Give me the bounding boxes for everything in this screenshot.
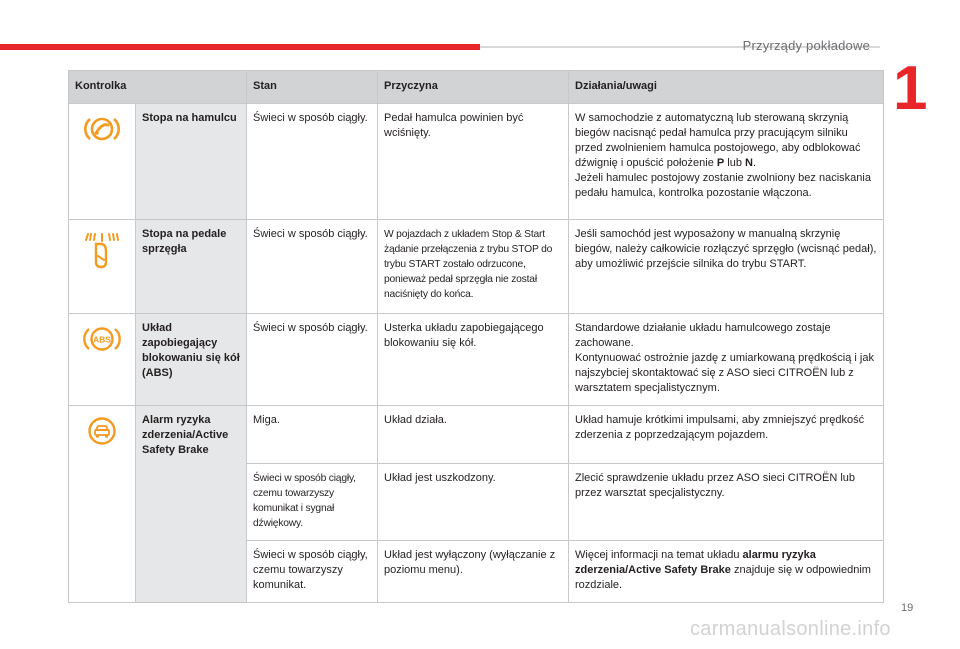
cause-cell: Układ działa. — [378, 406, 569, 464]
state-cell: Miga. — [247, 406, 378, 464]
indicator-name: Układ zapobiegający blokowaniu się kół (ABS) — [136, 314, 247, 406]
table-row — [69, 220, 884, 314]
table-row — [69, 104, 884, 220]
system-name: alarmu ryzyka zderzenia/Active Safety Brake — [575, 549, 816, 576]
table-header-row — [69, 71, 884, 104]
cause-cell: W pojazdach z układem Stop & Start żądanie przełączenia z trybu STOP do trybu START zostało odrzucone, ponieważ pedał sprzęgła nie został naciśnięty do końca. — [378, 220, 569, 314]
state-cell: Świeci w sposób ciągły. — [247, 104, 378, 220]
indicator-name: Alarm ryzyka zderzenia/Active Safety Brake — [136, 406, 247, 603]
collision-risk-icon — [87, 416, 117, 451]
state-cell: Świeci w sposób ciągły, czemu towarzyszy komunikat. — [247, 541, 378, 603]
action-cell — [569, 104, 884, 220]
cause-cell: Pedał hamulca powinien być wciśnięty. — [378, 104, 569, 220]
svg-text:ABS: ABS — [93, 334, 111, 345]
action-cell: Jeśli samochód jest wyposażony w manualną skrzynię biegów, należy całkowicie rozłączyć sprzęgło (wcisnąć pedał), aby umożliwić przejście silnika do trybu START. — [569, 220, 884, 314]
action-text: znajduje się w odpowiednim rozdziale. — [575, 564, 871, 591]
cause-cell: Układ jest wyłączony (wyłączanie z poziomu menu). — [378, 541, 569, 603]
indicator-name: Stopa na pedale sprzęgła — [136, 220, 247, 314]
action-cell: Zlecić sprawdzenie układu przez ASO sieci CITROËN lub przez warsztat specjalistyczny. — [569, 464, 884, 541]
warning-lights-table — [68, 70, 884, 603]
indicator-icon-cell — [69, 406, 136, 603]
indicator-name: Stopa na hamulcu — [136, 104, 247, 220]
column-header-cause: Przyczyna — [378, 71, 569, 104]
clutch-foot-icon — [82, 230, 122, 275]
action-text-note: Jeżeli hamulec postojowy zostanie zwolniony bez naciskania pedału hamulca, kontrolka pozostanie włączona. — [575, 172, 871, 199]
column-header-indicator: Kontrolka — [69, 71, 247, 104]
chapter-number: 1 — [893, 54, 928, 123]
state-cell: Świeci w sposób ciągły, czemu towarzyszy komunikat i sygnał dźwiękowy. — [247, 464, 378, 541]
action-cell: Układ hamuje krótkimi impulsami, aby zmniejszyć prędkość zderzenia z poprzedzającym pojazdem. — [569, 406, 884, 464]
abs-icon — [82, 324, 122, 359]
state-cell: Świeci w sposób ciągły. — [247, 220, 378, 314]
cause-cell: Układ jest uszkodzony. — [378, 464, 569, 541]
gear-position-n: N — [745, 157, 753, 169]
indicator-icon-cell — [69, 220, 136, 314]
state-cell: Świeci w sposób ciągły. — [247, 314, 378, 406]
indicator-icon-cell — [69, 314, 136, 406]
section-title: Przyrządy pokładowe — [742, 38, 870, 53]
action-cell — [569, 314, 884, 406]
column-header-action: Działania/uwagi — [569, 71, 884, 104]
action-text: Więcej informacji na temat układu — [575, 549, 743, 561]
action-text: Kontynuować ostrożnie jazdę z umiarkowaną prędkością i jak najszybciej skontaktować się z ASO sieci CITROËN lub z warsztatem specjalistycznym. — [575, 352, 874, 394]
page-number: 19 — [901, 602, 914, 614]
action-text: Standardowe działanie układu hamulcowego zostaje zachowane. — [575, 322, 831, 349]
table-row — [69, 406, 884, 464]
gear-position-p: P — [716, 157, 725, 169]
action-text-or: lub — [724, 157, 746, 169]
brake-foot-warning-icon — [82, 114, 122, 149]
action-text: W samochodzie z automatyczną lub sterowaną skrzynią biegów nacisnąć pedał hamulca przy pracującym silniku przed zwolnieniem hamulca postojowego, aby odblokować dźwignię i opuścić położenie — [575, 112, 861, 169]
table-row — [69, 314, 884, 406]
indicator-icon-cell — [69, 104, 136, 220]
header-accent-bar — [0, 44, 480, 50]
action-cell — [569, 541, 884, 603]
watermark: carmanualsonline.info — [690, 618, 891, 640]
action-text-period: . — [752, 157, 757, 169]
cause-cell: Usterka układu zapobiegającego blokowaniu się kół. — [378, 314, 569, 406]
column-header-state: Stan — [247, 71, 378, 104]
